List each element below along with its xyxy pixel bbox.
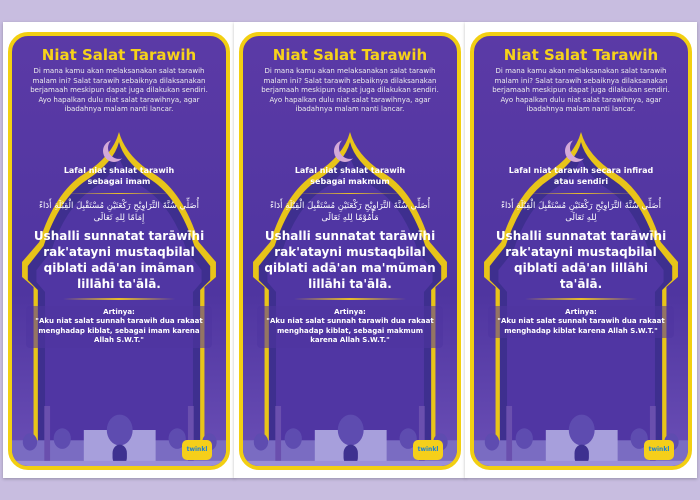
poster-left bbox=[8, 32, 230, 470]
arabic-niat: أُصَلِّي سُنَّةَ التَّرَاوِيْحِ رَكْعَتَيْنِ مُسْتَقْبِلَ الْقِبْلَةِ أَدَاءً إِمَامًا لِلهِ تَعَالَى bbox=[38, 201, 199, 223]
latin-niat: Ushalli sunnatat tarāwīhi rak'atayni mustaqbilal qiblati adā'an lillāhi ta'ālā. bbox=[495, 229, 667, 291]
artinya-label: Artinya: bbox=[565, 307, 597, 316]
poster-content bbox=[12, 36, 226, 466]
poster-right bbox=[470, 32, 692, 470]
artinya-label: Artinya: bbox=[334, 307, 366, 316]
poster-title: Niat Salat Tarawih bbox=[272, 46, 428, 64]
poster-title: Niat Salat Tarawih bbox=[503, 46, 659, 64]
artinya-block bbox=[257, 306, 443, 348]
poster-middle bbox=[239, 32, 461, 470]
poster-content bbox=[474, 36, 688, 466]
divider bbox=[63, 298, 175, 300]
artinya-block bbox=[488, 306, 674, 339]
artinya-text: "Aku niat salat sunnah tarawih dua rakaat menghadap kiblat, sebagai makmum karena Allah S.W.T." bbox=[266, 317, 434, 344]
artinya-text: "Aku niat salat sunnah tarawih dua rakaat menghadap kiblat karena Allah S.W.T." bbox=[497, 317, 665, 335]
latin-niat: Ushalli sunnatat tarāwīhi rak'atayni mustaqbilal qiblati adā'an imāman lillāhi ta'ālā. bbox=[33, 229, 205, 291]
divider bbox=[63, 193, 175, 195]
arabic-niat: أُصَلِّي سُنَّةَ التَّرَاوِيْحِ رَكْعَتَيْنِ مُسْتَقْبِلَ الْقِبْلَةِ أَدَاءً لِلهِ تَعَالَى bbox=[500, 201, 661, 223]
artinya-text: "Aku niat salat sunnah tarawih dua rakaat menghadap kiblat, sebagai imam karena Allah S.W.T." bbox=[35, 317, 203, 344]
latin-niat: Ushalli sunnatat tarāwīhi rak'atayni mustaqbilal qiblati adā'an ma'mūman lillāhi ta'ālā. bbox=[264, 229, 436, 291]
crescent-moon-icon bbox=[339, 137, 361, 159]
poster-intro: Di mana kamu akan melaksanakan salat tarawih malam ini? Salat tarawih sebaiknya dilaksanakan berjamaah meskipun dapat juga dilakukan sendiri. Ayo hapalkan dulu niat salat tarawihnya, agar ibadahnya malam nanti lancar. bbox=[492, 67, 670, 113]
lafal-heading: Lafal niat shalat tarawih sebagai imam bbox=[63, 165, 175, 186]
divider bbox=[294, 298, 406, 300]
lafal-heading: Lafal niat shalat tarawih sebagai makmum bbox=[294, 165, 406, 186]
divider bbox=[525, 298, 637, 300]
arabic-niat: أُصَلِّي سُنَّةَ التَّرَاوِيْحِ رَكْعَتَيْنِ مُسْتَقْبِلَ الْقِبْلَةِ أَدَاءً مَأْمُوْمًا لِلهِ تَعَالَى bbox=[269, 201, 430, 223]
lafal-heading: Lafal niat tarawih secara infirad atau sendiri bbox=[508, 165, 654, 186]
twinkl-logo: twinkl bbox=[644, 440, 674, 460]
poster-content bbox=[243, 36, 457, 466]
crescent-moon-icon bbox=[570, 137, 592, 159]
artinya-label: Artinya: bbox=[103, 307, 135, 316]
poster-intro: Di mana kamu akan melaksanakan salat tarawih malam ini? Salat tarawih sebaiknya dilaksanakan berjamaah meskipun dapat juga dilakukan sendiri. Ayo hapalkan dulu niat salat tarawihnya, agar ibadahnya malam nanti lancar. bbox=[30, 67, 208, 113]
artinya-block bbox=[26, 306, 212, 348]
poster-intro: Di mana kamu akan melaksanakan salat tarawih malam ini? Salat tarawih sebaiknya dilaksanakan berjamaah meskipun dapat juga dilakukan sendiri. Ayo hapalkan dulu niat salat tarawihnya, agar ibadahnya malam nanti lancar. bbox=[261, 67, 439, 113]
divider bbox=[294, 193, 406, 195]
divider bbox=[525, 193, 637, 195]
poster-title: Niat Salat Tarawih bbox=[41, 46, 197, 64]
crescent-moon-icon bbox=[108, 137, 130, 159]
twinkl-logo: twinkl bbox=[182, 440, 212, 460]
twinkl-logo: twinkl bbox=[413, 440, 443, 460]
